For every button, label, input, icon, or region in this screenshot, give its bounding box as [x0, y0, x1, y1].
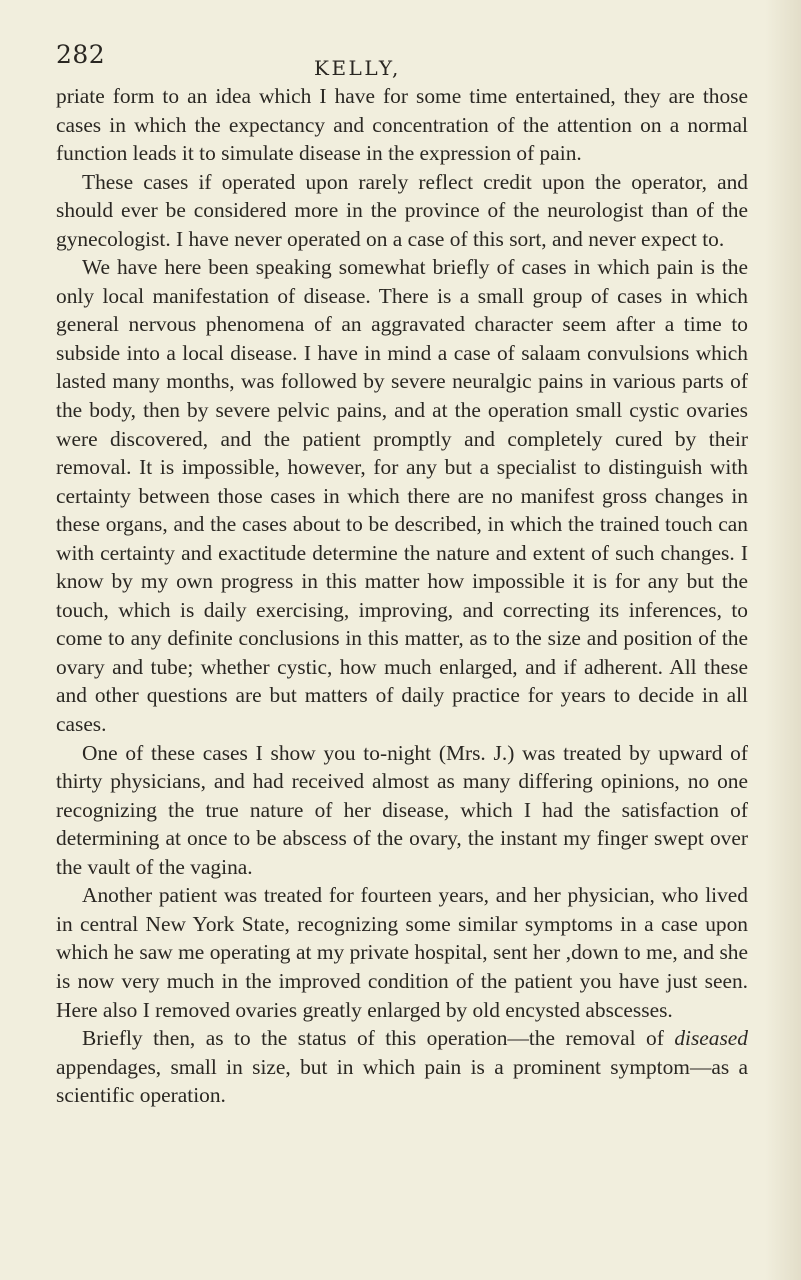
paragraph — [56, 1024, 748, 1110]
running-title: KELLY, — [314, 56, 401, 80]
paragraph-text: Briefly then, as to the status of this operation—the removal of — [82, 1026, 675, 1051]
paragraph-text: One of these cases I show you to-night (Mrs. J.) was treated by upward of thirty physicians, and had received almost as many differing opinions, no one recognizing the true nature of her disease, which I had the satisfaction of determining at once to be abscess of the ovary, the instant my finger swept over the vault of the vagina. — [56, 740, 748, 879]
body-text — [56, 82, 748, 1110]
paragraph-text: These cases if operated upon rarely reflect credit upon the operator, and should ever be considered more in the province of the neurologist than of the gynecologist. I have never operated on a case of this sort, and never expect to. — [56, 169, 748, 251]
italic-text: diseased — [674, 1026, 748, 1051]
paragraph-text: priate form to an idea which I have for some time entertained, they are those cases in which the expectancy and concentration of the attention on a normal function leads it to simulate disease in the expression of pain. — [56, 84, 748, 166]
paragraph — [56, 168, 748, 254]
page-number: 282 — [56, 40, 106, 69]
paragraph-text: We have here been speaking somewhat briefly of cases in which pain is the only local manifestation of disease. There is a small group of cases in which general nervous phenomena of an aggravated character seem after a time to subside into a local disease. I have in mind a case of salaam convulsions which lasted many months, was followed by severe neuralgic pains in various parts of the body, then by severe pelvic pains, and at the operation small cystic ovaries were discovered, and the patient promptly and completely cured by their removal. It is impossible, however, for any but a specialist to distinguish with certainty between those cases in which there are no manifest gross changes in these organs, and the cases about to be described, in which the trained touch can with certainty and exactitude determine the nature and extent of such changes. I know by my own progress in this matter how impossible it is for any but the touch, which is daily exercising, improving, and correcting its inferences, to come to any definite conclusions in this matter, as to the size and position of the ovary and tube; whether cystic, how much enlarged, and if adherent. All these and other questions are but matters of daily practice for years to decide in all cases. — [56, 255, 748, 737]
paragraph-text: Another patient was treated for fourteen years, and her physician, who lived in central New York State, recognizing some similar symptoms in a case upon which he saw me operating at my private hospital, sent her ,down to me, and she is now very much in the improved condition of the patient you have just seen. Here also I removed ovaries greatly enlarged by old encysted abscesses. — [56, 883, 748, 1022]
page-edge-shadow — [765, 0, 801, 1280]
running-head — [56, 40, 736, 80]
paragraph — [56, 253, 748, 738]
paragraph-text: appendages, small in size, but in which pain is a prominent symptom—as a scientific operation. — [56, 1054, 748, 1108]
paragraph — [56, 82, 748, 168]
paragraph — [56, 881, 748, 1024]
paragraph — [56, 739, 748, 882]
